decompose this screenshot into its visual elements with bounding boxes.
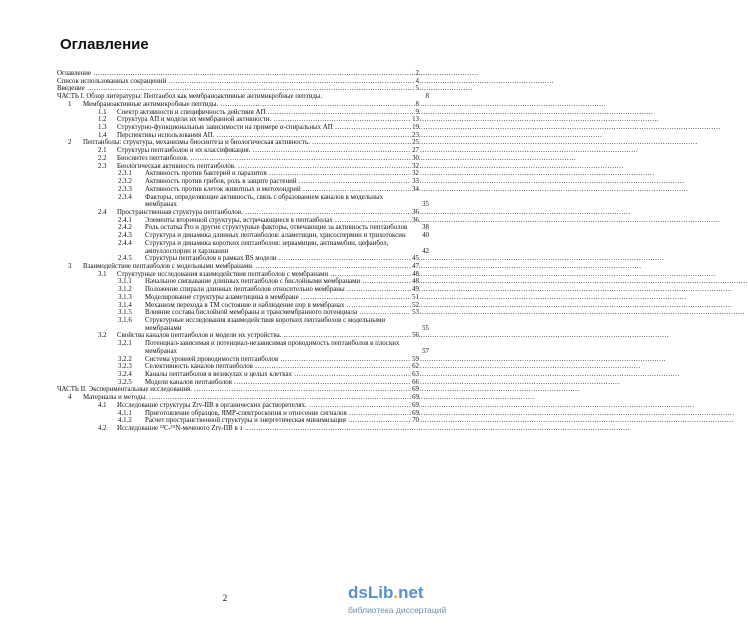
- toc-entry-number: 2.3: [98, 162, 107, 170]
- toc-entry-number: 2.3.4: [118, 193, 132, 201]
- toc-entry-page: 32: [412, 170, 419, 178]
- toc-entry-number: 3.1: [98, 270, 107, 278]
- toc-entry: [57, 109, 419, 117]
- toc-entry-page: 56: [412, 332, 419, 340]
- toc-entry-page: 69: [412, 401, 419, 409]
- toc-entry-label: Структурные исследования взаимодействия коротких пептаиболов с модельными мембранами: [145, 317, 386, 332]
- toc-entry-label: Введение .....: [57, 85, 473, 92]
- toc-entry-page: 57: [422, 347, 429, 355]
- toc-entry-page: 19: [412, 124, 419, 132]
- toc-entry-number: 1.2: [98, 116, 107, 124]
- toc-entry-text: [145, 410, 419, 418]
- toc-entry: [57, 147, 419, 155]
- toc-entry: [57, 170, 419, 178]
- toc-entry-page: 36: [412, 216, 419, 224]
- toc-entry-label: Активность против клеток животных и митохондрий .....: [145, 186, 689, 193]
- toc-entry-number: 4.1.2: [118, 417, 132, 425]
- toc-entry-number: 2.4.5: [118, 255, 132, 263]
- toc-entry-number: 2.4.1: [118, 216, 132, 224]
- toc-entry-number: 2.3.2: [118, 178, 132, 186]
- toc-entry-number: 3.1.3: [118, 293, 132, 301]
- toc-entry-number: 3.1.4: [118, 301, 132, 309]
- page-number: 2: [222, 593, 228, 603]
- toc-entry-text: [145, 255, 419, 263]
- document-title: Оглавление: [60, 36, 149, 53]
- toc-entry-label: Материалы и методы. .....: [83, 394, 535, 401]
- toc-entry-number: 4: [68, 394, 72, 402]
- toc-entry-label: Система уровней проводимости пептаиболов .....: [145, 356, 666, 363]
- toc-entry-label: Мембраноактивные антимикробные пептиды. .....: [83, 101, 606, 108]
- toc-entry-page: 35: [422, 201, 429, 209]
- toc-entry-page: 4: [415, 77, 419, 85]
- toc-entry-page: 69: [412, 409, 419, 417]
- toc-entry-text: [83, 394, 419, 402]
- toc-entry-label: Приготовление образцов, ЯМР-спектроскопия и отнесение сигналов .....: [145, 410, 735, 417]
- toc-entry-number: 4.1: [98, 401, 107, 409]
- toc-entry-label: Положение спирали длинных пептаиболов относительно мембраны .....: [145, 286, 733, 293]
- toc-entry-page: 53: [412, 309, 419, 317]
- toc-entry-page: 36: [412, 208, 419, 216]
- toc-entry-page: 30: [412, 154, 419, 162]
- toc-entry: [57, 340, 429, 355]
- toc-entry-label: Исследование ¹³C-¹⁵N-меченого Zrv-IIB в з .....: [117, 425, 630, 432]
- toc-entry-page: 70: [412, 417, 419, 425]
- toc-entry-number: 1.1: [98, 108, 107, 116]
- toc-entry-label: Структурные исследования взаимодействия пептаиболов с мембранами .....: [117, 271, 716, 278]
- toc-entry-page: 2: [415, 70, 419, 77]
- toc-entry-text: [145, 232, 429, 240]
- toc-entry-page: 38: [422, 224, 429, 232]
- toc-entry-number: 3.2: [98, 332, 107, 340]
- toc-entry-text: [145, 239, 429, 255]
- toc-entry-label: Роль остатка Pro и другие структурные факторы, отвечающие за активность пептаиболов: [145, 224, 408, 232]
- toc-entry-text: [145, 286, 419, 294]
- toc-entry-page: 23: [412, 131, 419, 139]
- toc-entry-text: [117, 425, 419, 433]
- toc-entry-label: Элементы вторичной структуры, встречающиеся в пептаиболах .....: [145, 217, 721, 224]
- toc-entry: [57, 386, 419, 394]
- toc-entry-number: 3: [68, 262, 72, 270]
- toc-entry-text: [145, 193, 429, 209]
- toc-entry-page: 34: [412, 185, 419, 193]
- toc-entry-text: [117, 402, 419, 410]
- toc-entry-page: 45: [412, 255, 419, 263]
- toc-entry: [57, 317, 429, 332]
- toc-entry-label: Список использованных сокращений .....: [57, 78, 554, 85]
- dslib-subtitle: библиотека диссертаций: [348, 605, 447, 615]
- toc-entry-text: [117, 155, 419, 163]
- toc-entry: [57, 332, 419, 340]
- toc-entry-text: [145, 217, 419, 225]
- toc-entry: [57, 294, 419, 302]
- toc-entry-page: 69: [412, 386, 419, 394]
- toc-entry-label: ЧАСТЬ I. Обзор литературы: Пептаибол как мембраноактивные антимикробные пептиды.: [57, 93, 323, 101]
- toc-entry-label: Механизм перехода в TM состояние и наблюдение пор в мембранах .....: [145, 302, 732, 309]
- toc-entry: [57, 425, 419, 433]
- toc-entry-text: [117, 209, 419, 217]
- toc-entry: [57, 278, 419, 286]
- toc-entry-number: 4.2: [98, 425, 107, 433]
- toc-entry-text: [145, 170, 419, 178]
- toc-entry-text: [117, 147, 419, 155]
- toc-entry-label: Модели каналов пептаиболов .....: [145, 379, 620, 386]
- toc-entry-number: 3.1.6: [118, 317, 132, 324]
- toc-entry-number: 3.2.5: [118, 378, 132, 386]
- toc-entry: [57, 302, 419, 310]
- toc-entry-label: Перспективы использования АП. .....: [117, 132, 602, 139]
- toc-entry-text: [83, 263, 419, 271]
- toc-entry-page: 8: [415, 100, 419, 108]
- toc-entry-text: [117, 124, 419, 132]
- toc-entry-page: 59: [412, 355, 419, 363]
- toc-entry-text: [145, 278, 419, 286]
- toc-entry-text: [117, 132, 419, 140]
- toc-entry-label: Структура и динамика коротких пептаиболов: зервамицин, антиамебин, цефаибол, ампуллоспорин и харзианин: [145, 239, 389, 255]
- toc-entry-number: 4.1.1: [118, 409, 132, 417]
- toc-entry-number: 3.2.4: [118, 371, 132, 379]
- toc-entry: [57, 417, 419, 425]
- toc-entry-page: 62: [412, 363, 419, 371]
- toc-entry-text: [145, 186, 419, 194]
- dslib-logo: dsLib.net: [348, 583, 424, 602]
- toc-entry-text: [145, 309, 419, 317]
- toc-entry-text: [117, 332, 419, 340]
- toc-entry: [57, 356, 419, 364]
- toc-entry-page: 5: [415, 85, 419, 93]
- toc-entry: [57, 217, 419, 225]
- toc-entry: [57, 85, 419, 93]
- toc-entry-text: [145, 317, 429, 332]
- toc-entry-label: Структура и динамика длинных пептаиболов: аламетицин, хрисоспермин и трихотоксин: [145, 232, 406, 240]
- toc-entry-page: 63: [412, 371, 419, 379]
- toc-entry: [57, 193, 429, 209]
- toc-entry-number: 2.4.3: [118, 232, 132, 240]
- toc-entry-label: Биосинтез пептаиболов. .....: [117, 155, 576, 162]
- toc-entry-label: Расчет пространственной структуры и энергетическая минимизация .....: [145, 417, 734, 424]
- toc-entry-text: [145, 294, 419, 302]
- table-of-contents: [57, 70, 429, 433]
- toc-entry-label: Селективность каналов пептаиболов .....: [145, 363, 641, 370]
- toc-entry: [57, 178, 419, 186]
- toc-entry: [57, 116, 419, 124]
- toc-entry: [57, 132, 419, 140]
- toc-entry-page: 48: [412, 278, 419, 286]
- toc-entry: [57, 371, 419, 379]
- toc-entry-page: 55: [422, 324, 429, 332]
- toc-entry-label: Моделирование структуры аламетицина в мембране .....: [145, 294, 687, 301]
- toc-entry-number: 1.3: [98, 124, 107, 132]
- toc-entry: [57, 139, 419, 147]
- toc-entry-text: [57, 70, 419, 78]
- toc-entry-number: 1.4: [98, 131, 107, 139]
- toc-entry-number: 2.3.3: [118, 185, 132, 193]
- toc-entry: [57, 309, 419, 317]
- toc-entry: [57, 163, 419, 171]
- toc-entry-text: [145, 371, 419, 379]
- toc-entry-number: 2.4.2: [118, 224, 132, 232]
- toc-entry: [57, 93, 429, 101]
- toc-entry-label: Исследование структуры Zrv-IIB в органических растворителях. .....: [117, 402, 695, 409]
- toc-entry: [57, 394, 419, 402]
- toc-entry-label: Пространственная структура пептаиболов. .....: [117, 209, 631, 216]
- toc-entry-text: [117, 109, 419, 117]
- toc-entry: [57, 363, 419, 371]
- toc-entry-number: 3.1.5: [118, 309, 132, 317]
- toc-entry-text: [57, 93, 429, 101]
- toc-entry-page: 48: [412, 270, 419, 278]
- dslib-watermark: [348, 583, 448, 621]
- toc-entry-page: 32: [412, 162, 419, 170]
- toc-entry-number: 3.1.1: [118, 278, 132, 286]
- toc-entry-text: [57, 78, 419, 86]
- toc-entry-number: 3.1.2: [118, 286, 132, 294]
- toc-entry: [57, 410, 419, 418]
- toc-entry-text: [145, 224, 429, 232]
- toc-entry-number: 2.3.1: [118, 170, 132, 178]
- toc-entry-page: 13: [412, 116, 419, 124]
- toc-entry-label: Структурно-функциональные зависимости на примере α-спиральных АП .....: [117, 124, 721, 131]
- toc-entry-label: ЧАСТЬ II. Экспериментальные исследования. .....: [57, 386, 580, 393]
- toc-entry-page: 69: [412, 394, 419, 402]
- toc-entry: [57, 379, 419, 387]
- toc-entry-label: Взаимодействие пептаиболов с модельными мембранами. .....: [83, 263, 642, 270]
- toc-entry-text: [117, 116, 419, 124]
- toc-entry-text: [145, 340, 429, 355]
- toc-entry-page: 52: [412, 301, 419, 309]
- toc-entry: [57, 255, 419, 263]
- toc-entry: [57, 263, 419, 271]
- toc-entry-text: [83, 101, 419, 109]
- toc-entry-number: 2: [68, 139, 72, 147]
- toc-entry-label: Начальное связывание длинных пептаиболов с бислойными мембранами .....: [145, 278, 748, 285]
- toc-entry-page: 66: [412, 378, 419, 386]
- toc-entry: [57, 186, 419, 194]
- toc-entry-number: 1: [68, 100, 72, 108]
- toc-entry-number: 3.2.3: [118, 363, 132, 371]
- toc-entry-page: 47: [412, 262, 419, 270]
- toc-entry-label: Свойства каналов пептаиболов и модели их устройства. .....: [117, 332, 669, 339]
- toc-entry: [57, 124, 419, 132]
- toc-entry-text: [117, 163, 419, 171]
- toc-entry: [57, 209, 419, 217]
- toc-entry-label: Структуры пептаиболов и их классификация. .....: [117, 147, 638, 154]
- toc-entry-label: Пептаиболы: структура, механизмы биосинтеза и биологическая активность. .....: [83, 139, 698, 146]
- toc-entry: [57, 286, 419, 294]
- toc-entry-number: 2.4.4: [118, 239, 132, 247]
- toc-entry-page: 25: [412, 139, 419, 147]
- toc-entry-page: 40: [422, 232, 429, 240]
- toc-entry-text: [145, 178, 419, 186]
- toc-entry: [57, 70, 419, 78]
- toc-entry-text: [145, 417, 419, 425]
- toc-entry: [57, 239, 429, 255]
- toc-entry: [57, 155, 419, 163]
- toc-entry-text: [145, 363, 419, 371]
- toc-entry: [57, 271, 419, 279]
- toc-entry-page: 51: [412, 293, 419, 301]
- toc-entry-page: 42: [422, 247, 429, 255]
- toc-entry-label: Каналы пептаиболов в везикулах и целых клетках .....: [145, 371, 680, 378]
- toc-entry-number: 2.1: [98, 147, 107, 155]
- toc-entry-number: 2.2: [98, 154, 107, 162]
- toc-entry-number: 3.2.1: [118, 340, 132, 348]
- toc-entry-page: 8: [425, 93, 429, 101]
- toc-entry-text: [145, 379, 419, 387]
- toc-entry: [57, 224, 429, 232]
- toc-entry-label: Структура АП и модели их мембранной активности. .....: [117, 116, 659, 123]
- toc-entry-label: Оглавление .....: [57, 70, 479, 77]
- toc-entry-label: Активность против бактерий и паразитов .....: [145, 170, 655, 177]
- toc-entry-text: [145, 302, 419, 310]
- toc-entry-label: Влияние состава бислойной мембраны и трансмембранного потенциала .....: [145, 309, 745, 316]
- toc-entry-number: 3.2.2: [118, 355, 132, 363]
- toc-entry-label: Факторы, определяющие активность, связь с образованием каналов в модельных мембранах: [145, 193, 384, 209]
- toc-entry: [57, 78, 419, 86]
- toc-entry-label: Биологическая активность пептаиболов. .....: [117, 163, 624, 170]
- toc-entry-label: Структуры пептаиболов в рамках BS модели .....: [145, 255, 664, 262]
- toc-entry-label: Потенциал-зависимая и потенциал-независимая проводимость пептаиболов в плоских мембранах: [145, 340, 400, 355]
- toc-entry-page: 9: [415, 108, 419, 116]
- toc-entry-number: 2.4: [98, 208, 107, 216]
- toc-entry-page: 49: [412, 286, 419, 294]
- toc-entry-text: [57, 85, 419, 93]
- toc-entry: [57, 232, 429, 240]
- toc-entry-text: [57, 386, 419, 394]
- toc-entry-label: Спектр активности и специфичность действия АП .....: [117, 109, 653, 116]
- toc-entry-text: [83, 139, 419, 147]
- toc-entry: [57, 101, 419, 109]
- toc-entry-page: 27: [412, 147, 419, 155]
- toc-entry-page: 33: [412, 178, 419, 186]
- toc-entry-text: [117, 271, 419, 279]
- toc-entry-text: [145, 356, 419, 364]
- toc-entry-label: Активность против грибов, роль в защите растений .....: [145, 178, 684, 185]
- toc-entry: [57, 402, 419, 410]
